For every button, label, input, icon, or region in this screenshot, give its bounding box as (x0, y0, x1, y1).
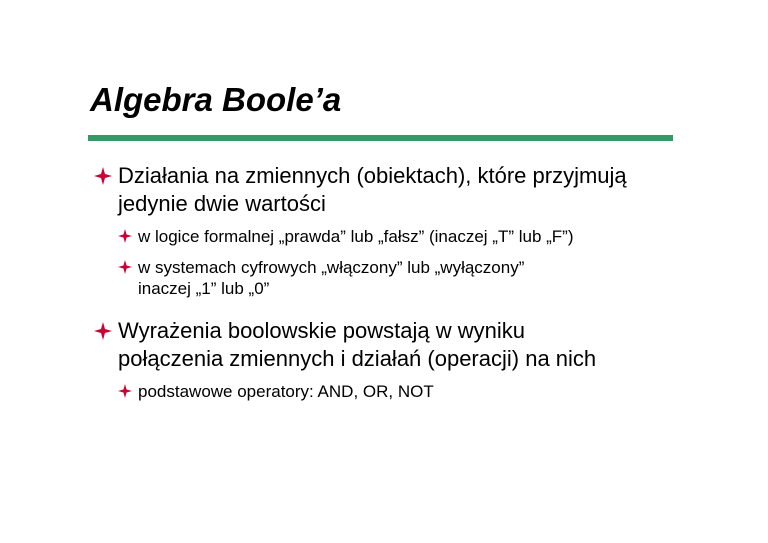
sub-list-item (118, 226, 694, 247)
sub-list (118, 226, 694, 299)
four-point-star-icon (118, 384, 132, 398)
four-point-star-icon (118, 229, 132, 243)
item-text-line: Działania na zmiennych (obiektach), które przyjmują (118, 163, 627, 188)
four-point-star-icon (94, 167, 112, 185)
item-text-line: jedynie dwie wartości (118, 191, 326, 216)
item-text-line: połączenia zmiennych i działań (operacji) na nich (118, 346, 597, 371)
item-text-line: Wyrażenia boolowskie powstają w wyniku (118, 318, 525, 343)
sub-item-text-line: podstawowe operatory: AND, OR, NOT (138, 382, 434, 401)
sub-item-text-line: w systemach cyfrowych „włączony” lub „wyłączony” (138, 258, 525, 277)
slide-title: Algebra Boole’a (90, 81, 342, 118)
sub-list-item (118, 257, 694, 299)
four-point-star-icon (94, 322, 112, 340)
four-point-star-icon (118, 260, 132, 274)
list-item (94, 317, 694, 402)
sub-item-text-line: w logice formalnej „prawda” lub „fałsz” (inaczej „T” lub „F”) (138, 227, 574, 246)
sub-list (118, 381, 694, 402)
sub-list-item (118, 381, 694, 402)
bullet-list (94, 162, 694, 412)
title-underline (88, 135, 673, 141)
sub-item-text-line: inaczej „1” lub „0” (138, 279, 270, 298)
list-item (94, 162, 694, 299)
